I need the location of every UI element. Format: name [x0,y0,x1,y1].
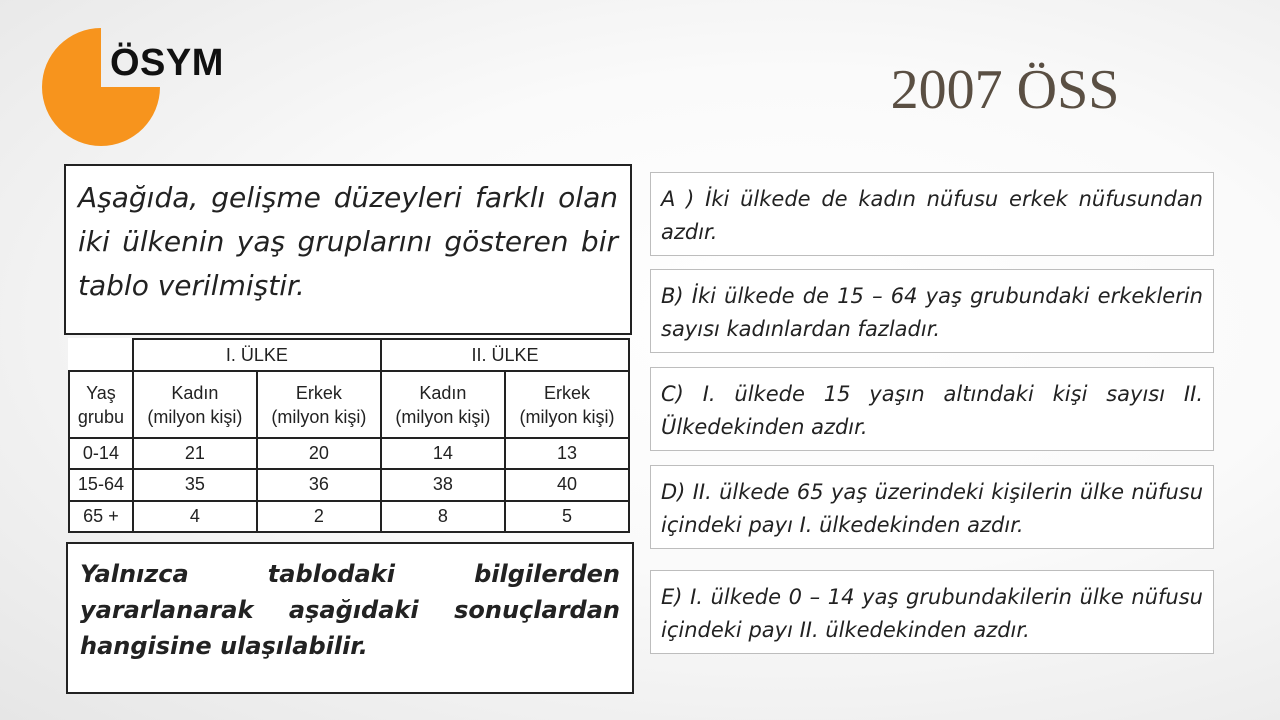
country1-female-cell: 35 [133,469,257,500]
age-group-cell: 65 + [69,501,133,532]
country1-header: I. ÜLKE [133,339,381,371]
age-group-cell: 0-14 [69,438,133,469]
slide-title: 2007 ÖSS [890,59,1120,121]
country1-female-cell: 21 [133,438,257,469]
table-corner-cell [69,339,133,371]
age-header-line2: grubu [77,406,124,427]
table-row [69,501,629,532]
country1-male-cell: 36 [257,469,381,500]
table-header-row [69,339,629,371]
question-instruction: Yalnızca tablodaki bilgilerden yararlanarak aşağıdaki sonuçlardan hangisine ulaşılabilir. [66,542,634,694]
female-label: Kadın [419,382,467,403]
country2-header: II. ÜLKE [381,339,629,371]
female-label: Kadın [171,382,219,403]
country1-female-header [133,371,257,438]
unit-label: (milyon kişi) [519,406,615,427]
table-row [69,438,629,469]
age-group-header [69,371,133,438]
age-group-cell: 15-64 [69,469,133,500]
country1-male-cell: 20 [257,438,381,469]
table-row [69,469,629,500]
country2-female-cell: 38 [381,469,505,500]
country2-female-cell: 14 [381,438,505,469]
unit-label: (milyon kişi) [271,406,367,427]
country2-male-cell: 13 [505,438,629,469]
male-label: Erkek [295,382,342,403]
country2-male-cell: 5 [505,501,629,532]
age-header-line1: Yaş [86,382,116,403]
option-c[interactable]: C) I. ülkede 15 yaşın altındaki kişi sayısı II. Ülkedekinden azdır. [650,367,1214,451]
male-label: Erkek [543,382,590,403]
unit-label: (milyon kişi) [395,406,491,427]
country1-male-header [257,371,381,438]
country2-female-cell: 8 [381,501,505,532]
country1-male-cell: 2 [257,501,381,532]
table-subheader-row [69,371,629,438]
population-table [68,338,630,533]
country1-female-cell: 4 [133,501,257,532]
country2-male-cell: 40 [505,469,629,500]
country2-male-header [505,371,629,438]
unit-label: (milyon kişi) [147,406,243,427]
option-a[interactable]: A ) İki ülkede de kadın nüfusu erkek nüfusundan azdır. [650,172,1214,256]
option-b[interactable]: B) İki ülkede de 15 – 64 yaş grubundaki erkeklerin sayısı kadınlardan fazladır. [650,269,1214,353]
osym-logo [0,0,260,160]
option-d[interactable]: D) II. ülkede 65 yaş üzerindeki kişilerin ülke nüfusu içindeki payı I. ülkedekinden azdır. [650,465,1214,549]
osym-logo-text: ÖSYM [110,42,224,84]
option-e[interactable]: E) I. ülkede 0 – 14 yaş grubundakilerin ülke nüfusu içindeki payı II. ülkedekinden azdır. [650,570,1214,654]
question-intro: Aşağıda, gelişme düzeyleri farklı olan iki ülkenin yaş gruplarını gösteren bir tablo verilmiştir. [64,164,632,335]
country2-female-header [381,371,505,438]
